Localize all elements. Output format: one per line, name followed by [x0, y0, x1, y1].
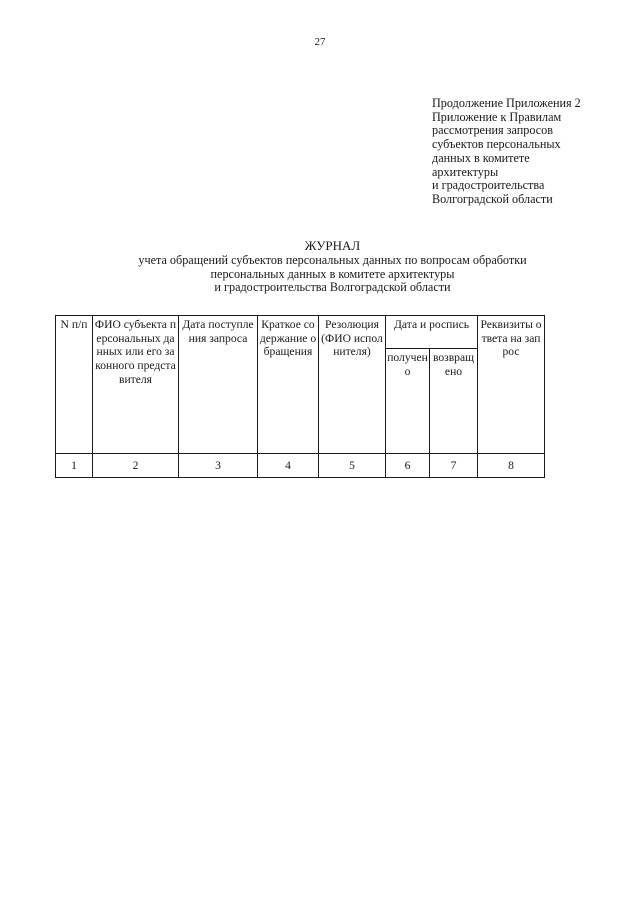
column-number: 8 [478, 454, 545, 478]
journal-title-block [60, 238, 605, 295]
column-number: 5 [319, 454, 386, 478]
appendix-line: рассмотрения запросов [432, 123, 553, 138]
column-number: 2 [93, 454, 179, 478]
header-received: получено [386, 349, 430, 454]
journal-subtitle-line: учета обращений субъектов персональных данных по вопросам обработки [138, 253, 527, 267]
column-number: 6 [386, 454, 430, 478]
header-date: Дата поступления запроса [179, 316, 258, 454]
page-number: 27 [314, 36, 326, 48]
appendix-line: Приложение к Правилам [432, 109, 562, 124]
header-returned: возвращено [430, 349, 478, 454]
header-num: N п/п [56, 316, 93, 454]
appendix-header [432, 97, 632, 207]
appendix-line: архитектуры [432, 164, 499, 179]
appendix-line: Волгоградской области [432, 191, 553, 206]
column-number: 1 [56, 454, 93, 478]
journal-subtitle-line: и градостроительства Волгоградской области [214, 280, 451, 295]
header-summary: Краткое содержание обращения [258, 316, 319, 454]
header-fio: ФИО субъекта персональных данных или его законного представителя [93, 316, 179, 454]
appendix-line: данных в комитете [432, 150, 530, 165]
header-date-sign: Дата и роспись [386, 316, 478, 349]
journal-subtitle-line: персональных данных в комитете архитектуры [210, 266, 455, 281]
column-number: 4 [258, 454, 319, 478]
appendix-line: Продолжение Приложения 2 [432, 96, 581, 110]
header-requisites: Реквизиты ответа на запрос [478, 316, 545, 454]
appendix-line: субъектов персональных [432, 137, 561, 152]
journal-title: ЖУРНАЛ [304, 238, 361, 253]
column-number-row [56, 454, 545, 478]
column-number: 7 [430, 454, 478, 478]
appendix-line: и градостроительства [432, 178, 545, 193]
header-row [56, 316, 545, 349]
journal-table [55, 315, 545, 478]
header-resolution: Резолюция (ФИО исполнителя) [319, 316, 386, 454]
column-number: 3 [179, 454, 258, 478]
